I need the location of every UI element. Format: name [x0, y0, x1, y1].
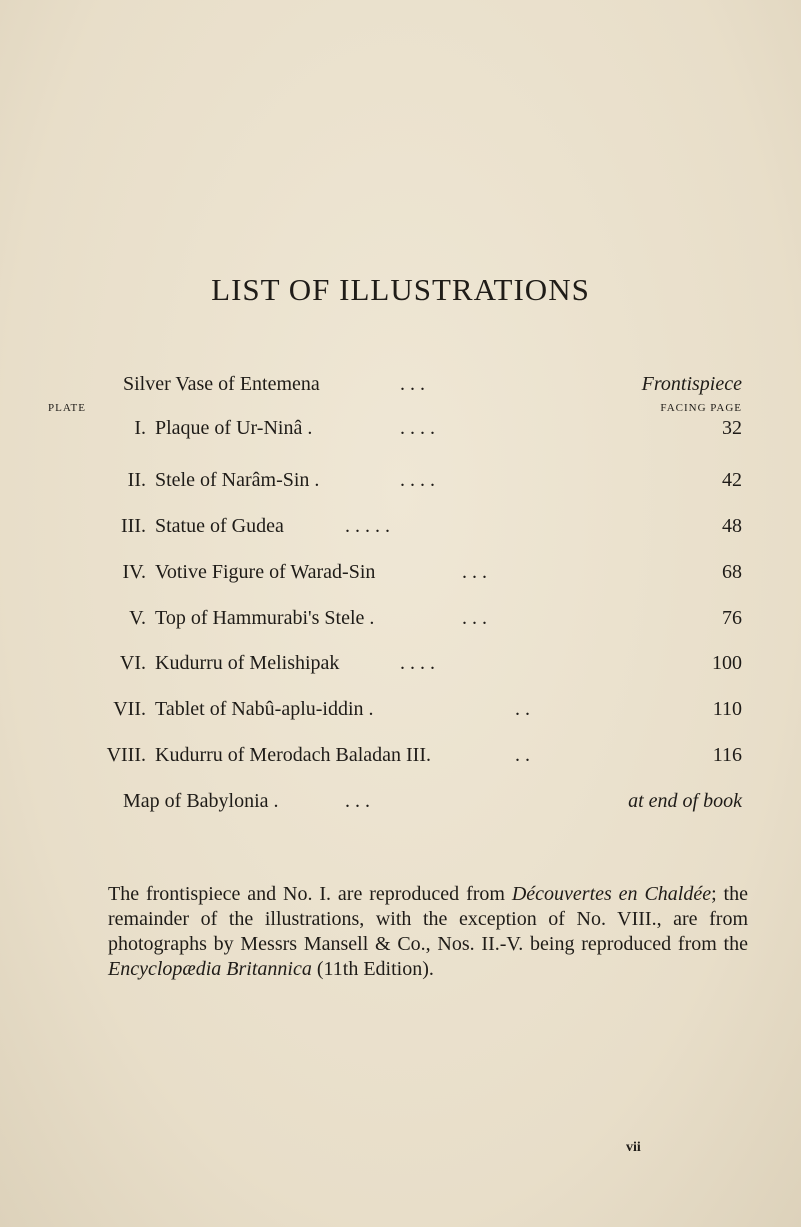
page-reference: 116 — [712, 744, 742, 766]
illustration-title: Kudurru of Merodach Baladan III. — [155, 744, 432, 766]
page-reference: 42 — [722, 469, 742, 491]
leader-dots: . . . . — [400, 652, 435, 674]
plate-number: VI. — [119, 652, 146, 674]
note-italic-title-1: Découvertes en Chaldée — [511, 883, 712, 905]
list-item — [0, 417, 801, 457]
list-item — [0, 373, 801, 413]
page-reference: 110 — [712, 698, 742, 720]
leader-dots: . . . — [345, 790, 370, 812]
leader-dots: . . . . — [400, 469, 435, 491]
list-item — [0, 561, 801, 601]
note-text-part2: ; the remainder of the illustrations, with the exception of No. VIII., are from photographs by Messrs Mansell & Co., Nos. II.-V. being reproduced from the — [108, 883, 748, 955]
sources-note — [108, 882, 748, 982]
illustration-title: Kudurru of Melishipak — [155, 652, 340, 674]
list-item — [0, 698, 801, 738]
illustration-title: Tablet of Nabû-aplu-iddin . — [155, 698, 374, 720]
page-reference: Frontispiece — [641, 373, 742, 395]
illustration-title: Votive Figure of Warad-Sin — [155, 561, 376, 583]
plate-number: V. — [129, 607, 146, 629]
list-item — [0, 607, 801, 647]
plate-number: VII. — [113, 698, 146, 720]
illustration-title: Silver Vase of Entemena — [123, 373, 320, 395]
list-item — [0, 469, 801, 509]
plate-number: I. — [134, 417, 146, 439]
note-text-part1: The frontispiece and No. I. are reproduced from — [108, 883, 512, 905]
illustration-title: Top of Hammurabi's Stele . — [155, 607, 375, 629]
note-text-part3: (11th Edition). — [311, 958, 434, 980]
page-reference: 48 — [722, 515, 742, 537]
list-item — [0, 652, 801, 692]
plate-number: III. — [121, 515, 146, 537]
leader-dots: . . . . — [400, 417, 435, 439]
illustration-title: Plaque of Ur-Ninâ . — [155, 417, 313, 439]
page-reference: 68 — [722, 561, 742, 583]
page-reference: 76 — [722, 607, 742, 629]
page-reference: 100 — [712, 652, 742, 674]
facing-page-column-header: FACING PAGE — [660, 402, 742, 414]
plate-number: VIII. — [106, 744, 146, 766]
leader-dots: . . — [515, 744, 530, 766]
leader-dots: . . . — [400, 373, 425, 395]
leader-dots: . . . — [462, 561, 487, 583]
page-reference: at end of book — [628, 790, 742, 812]
list-item — [0, 744, 801, 784]
list-item — [0, 790, 801, 830]
list-item — [0, 515, 801, 555]
illustration-title: Stele of Narâm-Sin . — [155, 469, 320, 491]
page-title: LIST OF ILLUSTRATIONS — [211, 272, 590, 307]
illustration-title: Statue of Gudea — [155, 515, 284, 537]
plate-column-header: PLATE — [48, 402, 86, 414]
folio-page-number: vii — [626, 1140, 641, 1155]
plate-number: II. — [127, 469, 146, 491]
leader-dots: . . — [515, 698, 530, 720]
leader-dots: . . . . . — [345, 515, 390, 537]
page-reference: 32 — [722, 417, 742, 439]
illustration-title: Map of Babylonia . — [123, 790, 279, 812]
leader-dots: . . . — [462, 607, 487, 629]
plate-number: IV. — [122, 561, 146, 583]
note-italic-title-2: Encyclopædia Britannica — [108, 958, 312, 980]
